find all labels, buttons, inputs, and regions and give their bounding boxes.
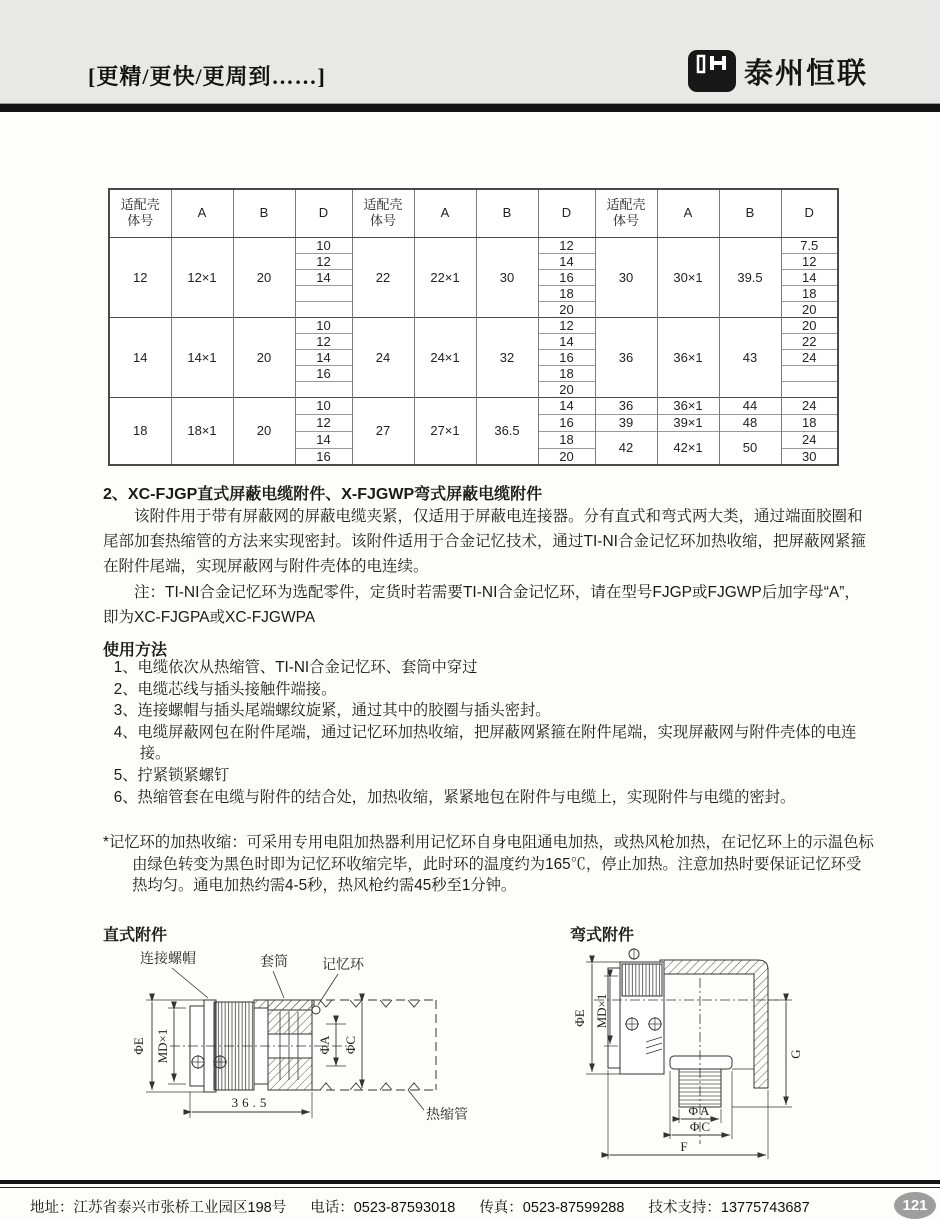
section-title: 2、XC-FJGP直式屏蔽电缆附件、X-FJGWP弯式屏蔽电缆附件 xyxy=(103,486,543,503)
table-cell: 24 xyxy=(781,349,838,365)
company-logo xyxy=(688,50,868,92)
table-cell: 14 xyxy=(538,333,595,349)
table-cell: 24 xyxy=(781,431,838,448)
table-cell xyxy=(781,381,838,397)
table-cell: 24×1 xyxy=(414,317,476,397)
footer-item: 技术支持：13775743687 xyxy=(648,1200,810,1216)
page-number-badge: 121 xyxy=(894,1192,936,1219)
table-cell: 10 xyxy=(295,237,352,253)
dim-label-phi-c: ΦC xyxy=(343,1035,358,1055)
table-cell: 10 xyxy=(295,397,352,414)
spec-table xyxy=(108,188,839,466)
straight-diagram-title: 直式附件 xyxy=(103,927,168,944)
table-cell: 12 xyxy=(109,237,171,317)
dim-label-length: 36.5 xyxy=(231,1095,271,1110)
table-cell: 44 xyxy=(719,397,781,414)
table-cell: 22 xyxy=(781,333,838,349)
table-cell: 7.5 xyxy=(781,237,838,253)
table-cell: 36×1 xyxy=(657,317,719,397)
table-header-cell: 适配壳体号 xyxy=(109,189,171,237)
table-cell: 22 xyxy=(352,237,414,317)
table-cell: 24 xyxy=(352,317,414,397)
usage-note: *记忆环的加热收缩：可采用专用电阻加热器利用记忆环自身电阻通电加热，或热风枪加热，在记忆环上的示温色标由绿色转变为黑色时即为记忆环收缩完毕，此时环的温度约为165℃，停止加热。注意加热时要保证记忆环受热均匀。通电加热约需4-5秒，热风枪约需45秒至1分钟。 xyxy=(103,834,874,895)
table-cell: 14 xyxy=(295,269,352,285)
bent-diagram-title: 弯式附件 xyxy=(570,927,635,944)
table-cell: 12 xyxy=(781,253,838,269)
label-sleeve: 套筒 xyxy=(260,953,288,969)
usage-item: 6、热缩管套在电缆与附件的结合处，加热收缩，紧紧地包在附件与电缆上，实现附件与电缆的密封。 xyxy=(113,788,796,806)
table-cell: 42×1 xyxy=(657,431,719,465)
table-cell: 20 xyxy=(233,237,295,317)
table-cell: 18 xyxy=(538,365,595,381)
header-divider-bar xyxy=(0,103,940,112)
dim-label-phi-a-bent: ΦA xyxy=(688,1103,712,1118)
footer-item: 电话：0523-87593018 xyxy=(310,1200,456,1216)
table-cell: 14 xyxy=(295,349,352,365)
table-cell: 39×1 xyxy=(657,414,719,431)
table-cell xyxy=(295,285,352,301)
table-cell: 14×1 xyxy=(171,317,233,397)
table-header-cell: A xyxy=(657,189,719,237)
table-cell: 12 xyxy=(295,414,352,431)
usage-item: 1、电缆依次从热缩管、TI-NI合金记忆环、套筒中穿过 xyxy=(113,659,478,676)
dim-label-mdx1-bent: MD×1 xyxy=(594,993,609,1029)
table-cell: 48 xyxy=(719,414,781,431)
dim-label-g: G xyxy=(788,1049,803,1059)
table-header-cell: 适配壳体号 xyxy=(595,189,657,237)
table-cell: 16 xyxy=(538,349,595,365)
table-cell: 24 xyxy=(781,397,838,414)
footer-item: 地址：江苏省泰兴市张桥工业园区198号 xyxy=(30,1200,287,1216)
straight-attachment-diagram xyxy=(112,942,564,1157)
table-cell: 12 xyxy=(295,333,352,349)
bent-attachment-diagram xyxy=(560,938,880,1168)
section-note: 注：TI-NI合金记忆环为选配零件，定货时若需要TI-NI合金记忆环，请在型号FJGP或FJGWP后加字母“A”，即为XC-FJGPA或XC-FJGWPA xyxy=(103,584,860,626)
table-cell: 42 xyxy=(595,431,657,465)
table-cell: 20 xyxy=(781,301,838,317)
label-heat-shrink-tube: 热缩管 xyxy=(426,1106,468,1122)
table-cell: 14 xyxy=(781,269,838,285)
table-cell: 27×1 xyxy=(414,397,476,465)
table-cell: 18 xyxy=(781,285,838,301)
table-header-cell: D xyxy=(781,189,838,237)
table-cell: 10 xyxy=(295,317,352,333)
table-header-cell: D xyxy=(538,189,595,237)
table-cell: 12 xyxy=(295,253,352,269)
label-connecting-nut: 连接螺帽 xyxy=(140,950,196,966)
table-cell: 30 xyxy=(476,237,538,317)
table-cell: 16 xyxy=(538,414,595,431)
table-cell: 27 xyxy=(352,397,414,465)
spec-table-body xyxy=(109,237,838,465)
table-cell: 43 xyxy=(719,317,781,397)
table-header-cell: 适配壳体号 xyxy=(352,189,414,237)
table-header-cell: A xyxy=(414,189,476,237)
table-cell: 18 xyxy=(538,285,595,301)
table-cell: 12×1 xyxy=(171,237,233,317)
table-header-cell: D xyxy=(295,189,352,237)
table-cell: 20 xyxy=(538,381,595,397)
table-cell: 36×1 xyxy=(657,397,719,414)
table-cell: 36 xyxy=(595,397,657,414)
usage-item: 2、电缆芯线与插头接触件端接。 xyxy=(113,680,337,698)
table-cell: 14 xyxy=(109,317,171,397)
footer-divider-line xyxy=(0,1187,940,1188)
brand-name: 泰州恒联 xyxy=(744,57,869,90)
usage-title: 使用方法 xyxy=(103,642,168,659)
table-cell: 50 xyxy=(719,431,781,465)
table-cell: 30×1 xyxy=(657,237,719,317)
dim-label-phi-e-bent: ΦE xyxy=(572,1009,587,1027)
table-cell xyxy=(295,381,352,397)
footer-divider-bar xyxy=(0,1180,940,1184)
table-cell: 22×1 xyxy=(414,237,476,317)
table-cell: 14 xyxy=(538,253,595,269)
dim-label-phi-a: ΦA xyxy=(317,1035,332,1055)
footer-items xyxy=(30,1196,880,1217)
table-cell: 16 xyxy=(295,365,352,381)
table-cell: 16 xyxy=(538,269,595,285)
table-header-cell: A xyxy=(171,189,233,237)
table-cell: 20 xyxy=(233,397,295,465)
spec-table-head xyxy=(109,189,838,237)
label-memory-ring: 记忆环 xyxy=(322,956,364,972)
table-cell: 30 xyxy=(781,448,838,465)
table-cell: 12 xyxy=(538,317,595,333)
table-cell: 14 xyxy=(538,397,595,414)
table-cell: 20 xyxy=(538,301,595,317)
footer-item: 传真：0523-87599288 xyxy=(479,1200,625,1216)
dim-label-mdx1: MD×1 xyxy=(155,1028,170,1064)
table-cell: 30 xyxy=(595,237,657,317)
dim-label-phi-e: ΦE xyxy=(131,1037,146,1055)
table-cell: 20 xyxy=(538,448,595,465)
table-cell: 36.5 xyxy=(476,397,538,465)
usage-item: 3、连接螺帽与插头尾端螺纹旋紧，通过其中的胶圈与插头密封。 xyxy=(113,702,551,720)
table-cell: 20 xyxy=(781,317,838,333)
table-cell: 16 xyxy=(295,448,352,465)
table-cell: 18 xyxy=(781,414,838,431)
table-cell: 18×1 xyxy=(171,397,233,465)
usage-item: 4、电缆屏蔽网包在附件尾端，通过记忆环加热收缩，把屏蔽网紧箍在附件尾端，实现屏蔽网与附件壳体的电连接。 xyxy=(113,723,857,763)
table-header-cell: B xyxy=(233,189,295,237)
table-cell xyxy=(295,301,352,317)
table-cell: 39.5 xyxy=(719,237,781,317)
table-cell: 12 xyxy=(538,237,595,253)
table-cell: 18 xyxy=(109,397,171,465)
lh-logo-icon xyxy=(688,50,736,92)
table-cell: 18 xyxy=(538,431,595,448)
usage-item: 5、拧紧锁紧螺钉 xyxy=(113,766,230,784)
table-cell: 32 xyxy=(476,317,538,397)
table-cell: 20 xyxy=(233,317,295,397)
table-cell: 39 xyxy=(595,414,657,431)
dim-label-phi-c-bent: ΦC xyxy=(689,1119,713,1134)
table-header-cell: B xyxy=(476,189,538,237)
table-cell xyxy=(781,365,838,381)
section-paragraph: 该附件用于带有屏蔽网的屏蔽电缆夹紧，仅适用于屏蔽电连接器。分有直式和弯式两大类，通过端面胶圈和尾部加套热缩管的方法来实现密封。该附件适用于合金记忆技术，通过TI-NI合金记忆环加热收缩，把屏蔽网紧箍在附件尾端，实现屏蔽网与附件壳体的电连续。 xyxy=(103,508,866,575)
table-cell: 36 xyxy=(595,317,657,397)
dim-label-f: F xyxy=(680,1139,688,1154)
header-tagline: [更精/更快/更周到……] xyxy=(88,64,326,89)
table-header-cell: B xyxy=(719,189,781,237)
table-cell: 14 xyxy=(295,431,352,448)
usage-list xyxy=(103,657,873,808)
